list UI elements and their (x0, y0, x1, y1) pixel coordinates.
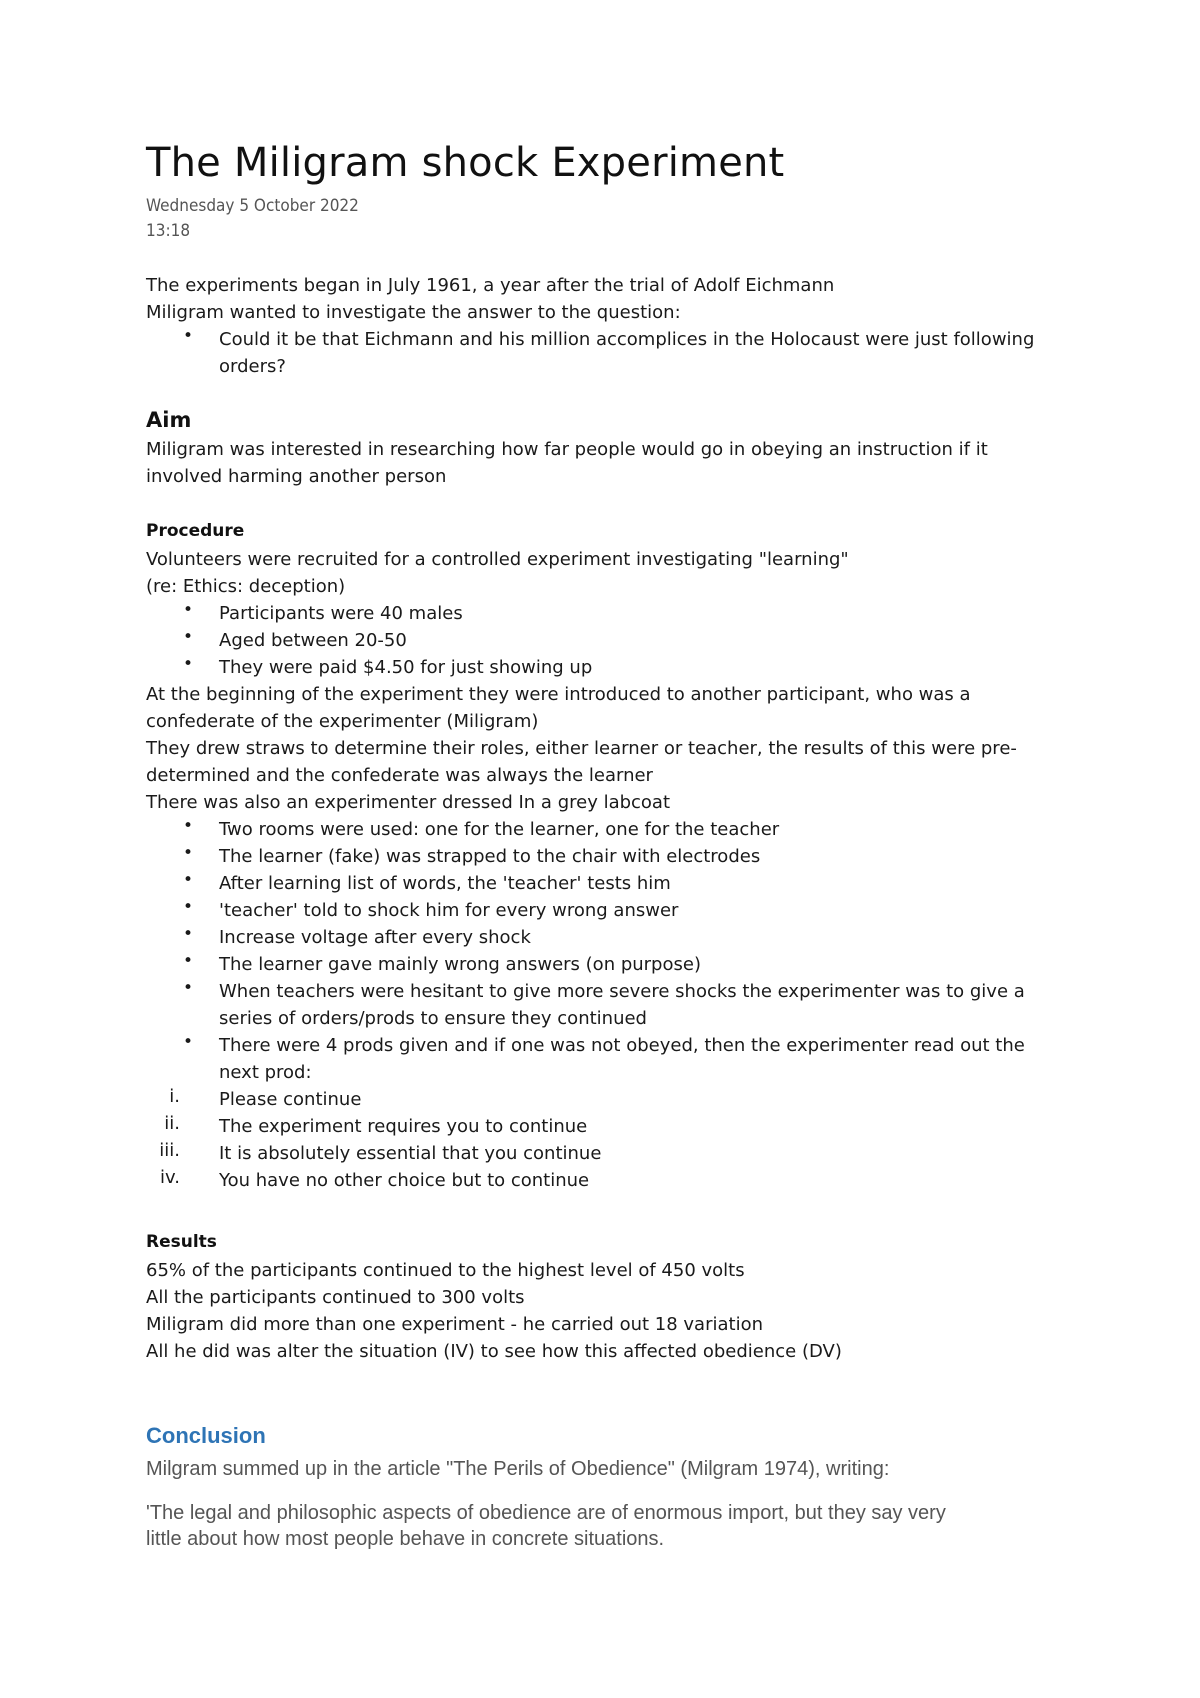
results-line: All he did was alter the situation (IV) to see how this affected obedience (DV) (146, 1341, 842, 1362)
results-line: 65% of the participants continued to the highest level of 450 volts (146, 1260, 745, 1281)
conclusion-line-1: Milgram summed up in the article "The Perils of Obedience" (Milgram 1974), writing: (146, 1458, 890, 1480)
bullet-icon: • (183, 978, 194, 998)
intro-line-2: Miligram wanted to investigate the answer to the question: (146, 302, 681, 323)
results-heading: Results (146, 1232, 217, 1252)
intro-line-1: The experiments began in July 1961, a year after the trial of Adolf Eichmann (146, 275, 835, 296)
bullet-icon: • (183, 924, 194, 944)
bullet-icon: • (183, 600, 194, 620)
bullet-icon: • (183, 951, 194, 971)
procedure-bullet-d-line-2: next prod: (219, 1062, 312, 1083)
bullet-icon: • (183, 870, 194, 890)
procedure-bullet: The learner (fake) was strapped to the chair with electrodes (219, 846, 761, 867)
prod-text: It is absolutely essential that you continue (219, 1143, 602, 1164)
bullet-icon: • (183, 627, 194, 647)
prod-text: The experiment requires you to continue (219, 1116, 588, 1137)
procedure-para-2-line-2: determined and the confederate was always the learner (146, 765, 653, 786)
conclusion-heading: Conclusion (146, 1423, 266, 1448)
intro-bullet-line-2: orders? (219, 356, 286, 377)
prod-number: iv. (160, 1167, 180, 1188)
results-line: All the participants continued to 300 volts (146, 1287, 525, 1308)
procedure-bullet: Participants were 40 males (219, 603, 463, 624)
procedure-line-1: Volunteers were recruited for a controlled experiment investigating "learning" (146, 549, 849, 570)
procedure-bullet: They were paid $4.50 for just showing up (219, 657, 593, 678)
intro-bullet-line-1: Could it be that Eichmann and his million accomplices in the Holocaust were just following (219, 329, 1035, 350)
bullet-icon: • (183, 843, 194, 863)
results-line: Miligram did more than one experiment - he carried out 18 variation (146, 1314, 763, 1335)
aim-line-1: Miligram was interested in researching how far people would go in obeying an instruction if it (146, 439, 988, 460)
aim-heading: Aim (146, 408, 192, 432)
procedure-para-3: There was also an experimenter dressed In a grey labcoat (146, 792, 671, 813)
procedure-line-2: (re: Ethics: deception) (146, 576, 346, 597)
conclusion-quote-line-1: 'The legal and philosophic aspects of obedience are of enormous import, but they say very (146, 1502, 946, 1524)
conclusion-quote-line-2: little about how most people behave in concrete situations. (146, 1528, 665, 1550)
prod-text: Please continue (219, 1089, 362, 1110)
bullet-icon: • (183, 816, 194, 836)
prod-number: iii. (159, 1140, 180, 1161)
prod-number: ii. (164, 1113, 180, 1134)
bullet-icon: • (183, 897, 194, 917)
procedure-bullet: Increase voltage after every shock (219, 927, 531, 948)
prod-text: You have no other choice but to continue (219, 1170, 590, 1191)
procedure-bullet-d-line-1: There were 4 prods given and if one was not obeyed, then the experimenter read out the (219, 1035, 1025, 1056)
page-title: The Miligram shock Experiment (146, 140, 785, 186)
procedure-bullet: Two rooms were used: one for the learner, one for the teacher (219, 819, 780, 840)
bullet-icon: • (183, 1032, 194, 1052)
procedure-para-2-line-1: They drew straws to determine their roles, either learner or teacher, the results of this were pre- (146, 738, 1017, 759)
procedure-bullet: The learner gave mainly wrong answers (on purpose) (219, 954, 701, 975)
procedure-bullet-c-line-2: series of orders/prods to ensure they continued (219, 1008, 647, 1029)
bullet-icon: • (183, 654, 194, 674)
note-date: Wednesday 5 October 2022 (146, 196, 359, 216)
procedure-bullet: 'teacher' told to shock him for every wrong answer (219, 900, 679, 921)
procedure-bullet: Aged between 20-50 (219, 630, 407, 651)
prod-number: i. (169, 1086, 180, 1107)
procedure-heading: Procedure (146, 521, 245, 541)
procedure-para-1-line-1: At the beginning of the experiment they were introduced to another participant, who was a (146, 684, 971, 705)
aim-line-2: involved harming another person (146, 466, 447, 487)
bullet-icon: • (183, 326, 194, 346)
procedure-bullet: After learning list of words, the 'teacher' tests him (219, 873, 671, 894)
procedure-bullet-c-line-1: When teachers were hesitant to give more severe shocks the experimenter was to give a (219, 981, 1025, 1002)
note-time: 13:18 (146, 221, 191, 241)
procedure-para-1-line-2: confederate of the experimenter (Miligram) (146, 711, 539, 732)
